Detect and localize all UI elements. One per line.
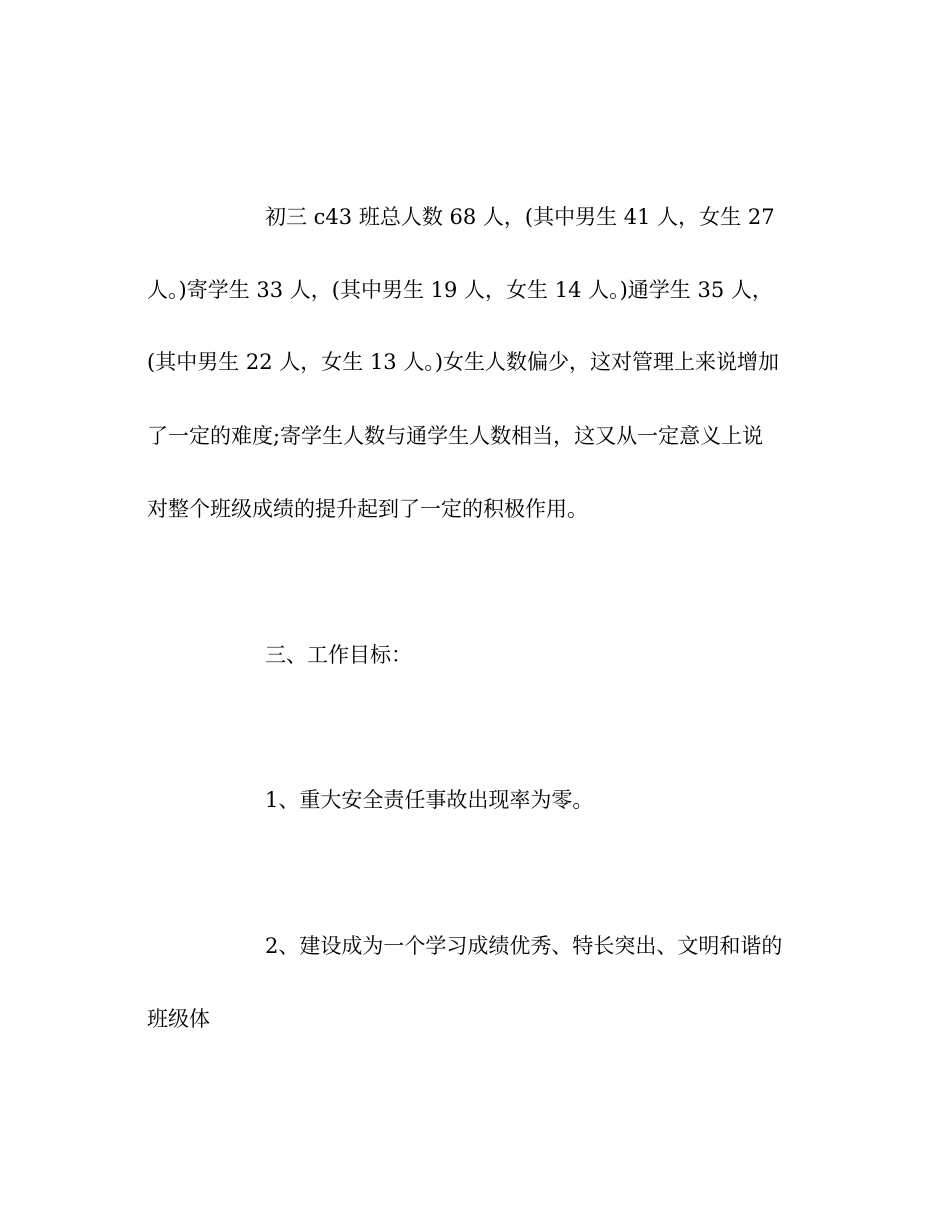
paragraph-line-4: 了一定的难度;寄学生人数与通学生人数相当，这又从一定意义上说 <box>147 424 764 448</box>
goal-item-2-line-2: 班级体 <box>147 1007 210 1031</box>
paragraph-line-5: 对整个班级成绩的提升起到了一定的积极作用。 <box>147 497 588 521</box>
section-heading: 三、工作目标： <box>265 643 412 667</box>
goal-item-1: 1、重大安全责任事故出现率为零。 <box>265 788 594 812</box>
paragraph-line-2: 人。)寄学生 33 人，(其中男生 19 人，女生 14 人。)通学生 35 人， <box>147 278 773 302</box>
goal-item-2-line-1: 2、建设成为一个学习成绩优秀、特长突出、文明和谐的 <box>265 934 783 958</box>
paragraph-line-1: 初三 c43 班总人数 68 人，(其中男生 41 人，女生 27 <box>265 205 775 229</box>
paragraph-line-3: (其中男生 22 人，女生 13 人。)女生人数偏少，这对管理上来说增加 <box>147 350 780 374</box>
